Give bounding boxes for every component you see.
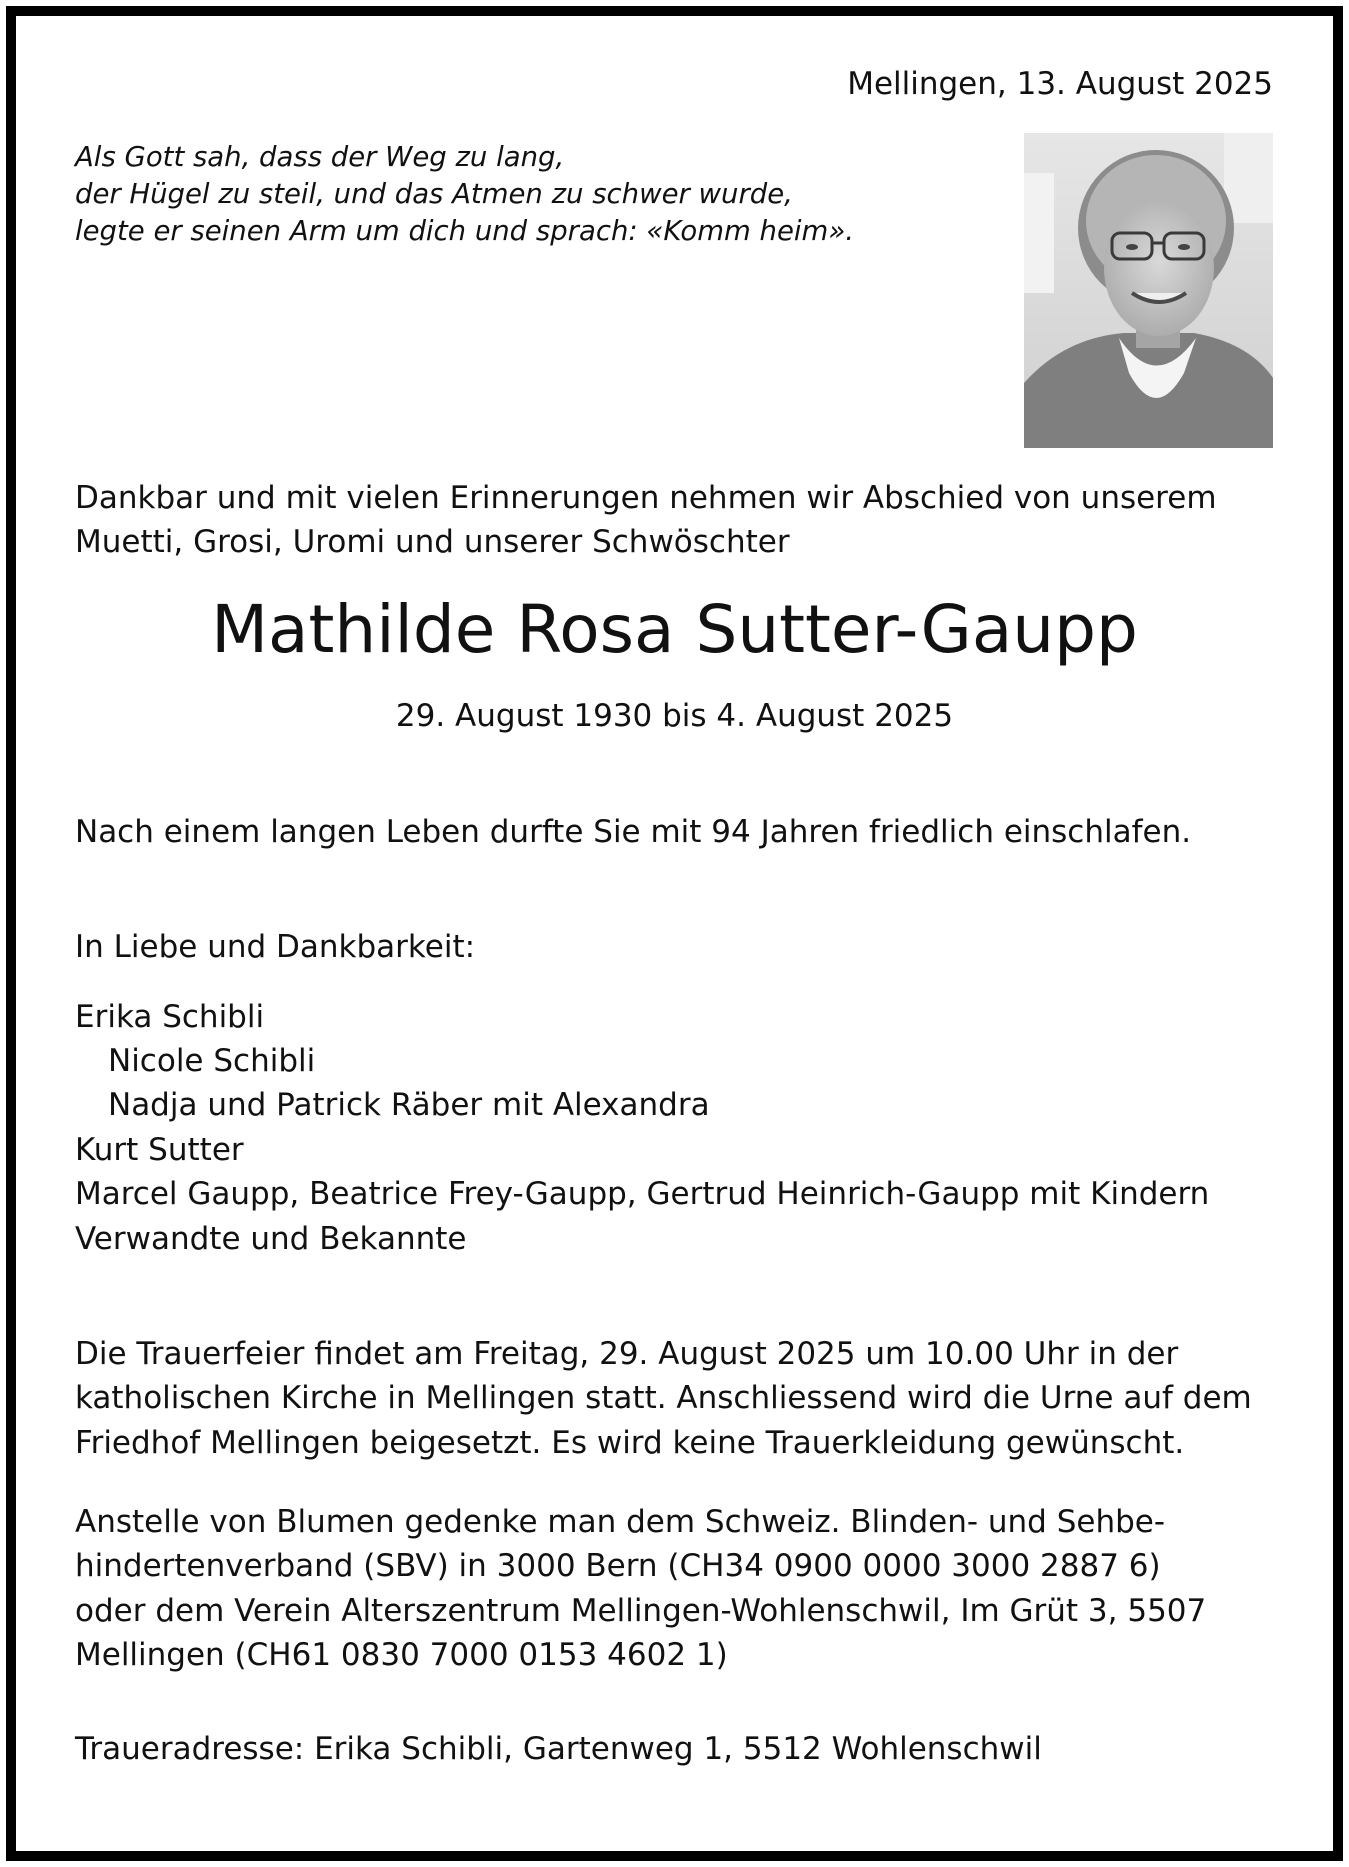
donation-line: Anstelle von Blumen gedenke man dem Schweiz. Blinden- und Sehbe- [75, 1504, 1166, 1540]
service-line: Die Trauerfeier findet am Freitag, 29. August 2025 um 10.00 Uhr in der [75, 1336, 1179, 1372]
poem-line: Als Gott sah, dass der Weg zu lang, [75, 141, 565, 173]
service-line: Friedhof Mellingen beigesetzt. Es wird keine Trauerkleidung gewünscht. [75, 1425, 1185, 1461]
mourning-address: Traueradresse: Erika Schibli, Gartenweg 1, 5512 Wohlenschwil [75, 1731, 1042, 1767]
poem-line: der Hügel zu steil, und das Atmen zu schwer wurde, [75, 178, 793, 210]
lifespan: 29. August 1930 bis 4. August 2025 [395, 698, 954, 734]
mourners-heading: In Liebe und Dankbarkeit: [75, 929, 476, 965]
donation-line: Mellingen (CH61 0830 7000 0153 4602 1) [75, 1637, 728, 1673]
donation-line: oder dem Verein Alterszentrum Mellingen-Wohlenschwil, Im Grüt 3, 5507 [75, 1593, 1207, 1629]
service-line: katholischen Kirche in Mellingen statt. Anschliessend wird die Urne auf dem [75, 1380, 1252, 1416]
mourner-entry: Marcel Gaupp, Beatrice Frey-Gaupp, Gertrud Heinrich-Gaupp mit Kindern [75, 1176, 1210, 1212]
deceased-name: Mathilde Rosa Sutter-Gaupp [211, 591, 1138, 668]
portrait-photo [1024, 133, 1273, 448]
intro-line: Muetti, Grosi, Uromi und unserer Schwöschter [75, 524, 790, 560]
mourner-entry: Kurt Sutter [75, 1132, 244, 1168]
intro-line: Dankbar und mit vielen Erinnerungen nehmen wir Abschied von unserem [75, 480, 1217, 516]
mourner-entry: Nicole Schibli [108, 1043, 316, 1079]
poem-line: legte er seinen Arm um dich und sprach: «Komm heim». [75, 215, 855, 247]
life-note: Nach einem langen Leben durfte Sie mit 94 Jahren friedlich einschlafen. [75, 814, 1192, 850]
date-line: Mellingen, 13. August 2025 [847, 66, 1273, 102]
mourner-entry: Verwandte und Bekannte [75, 1221, 467, 1257]
donation-line: hindertenverband (SBV) in 3000 Bern (CH34 0900 0000 3000 2887 6) [75, 1548, 1161, 1584]
mourner-entry: Erika Schibli [75, 999, 265, 1035]
mourner-entry: Nadja und Patrick Räber mit Alexandra [108, 1087, 710, 1123]
portrait-photo-icon [1024, 133, 1273, 448]
